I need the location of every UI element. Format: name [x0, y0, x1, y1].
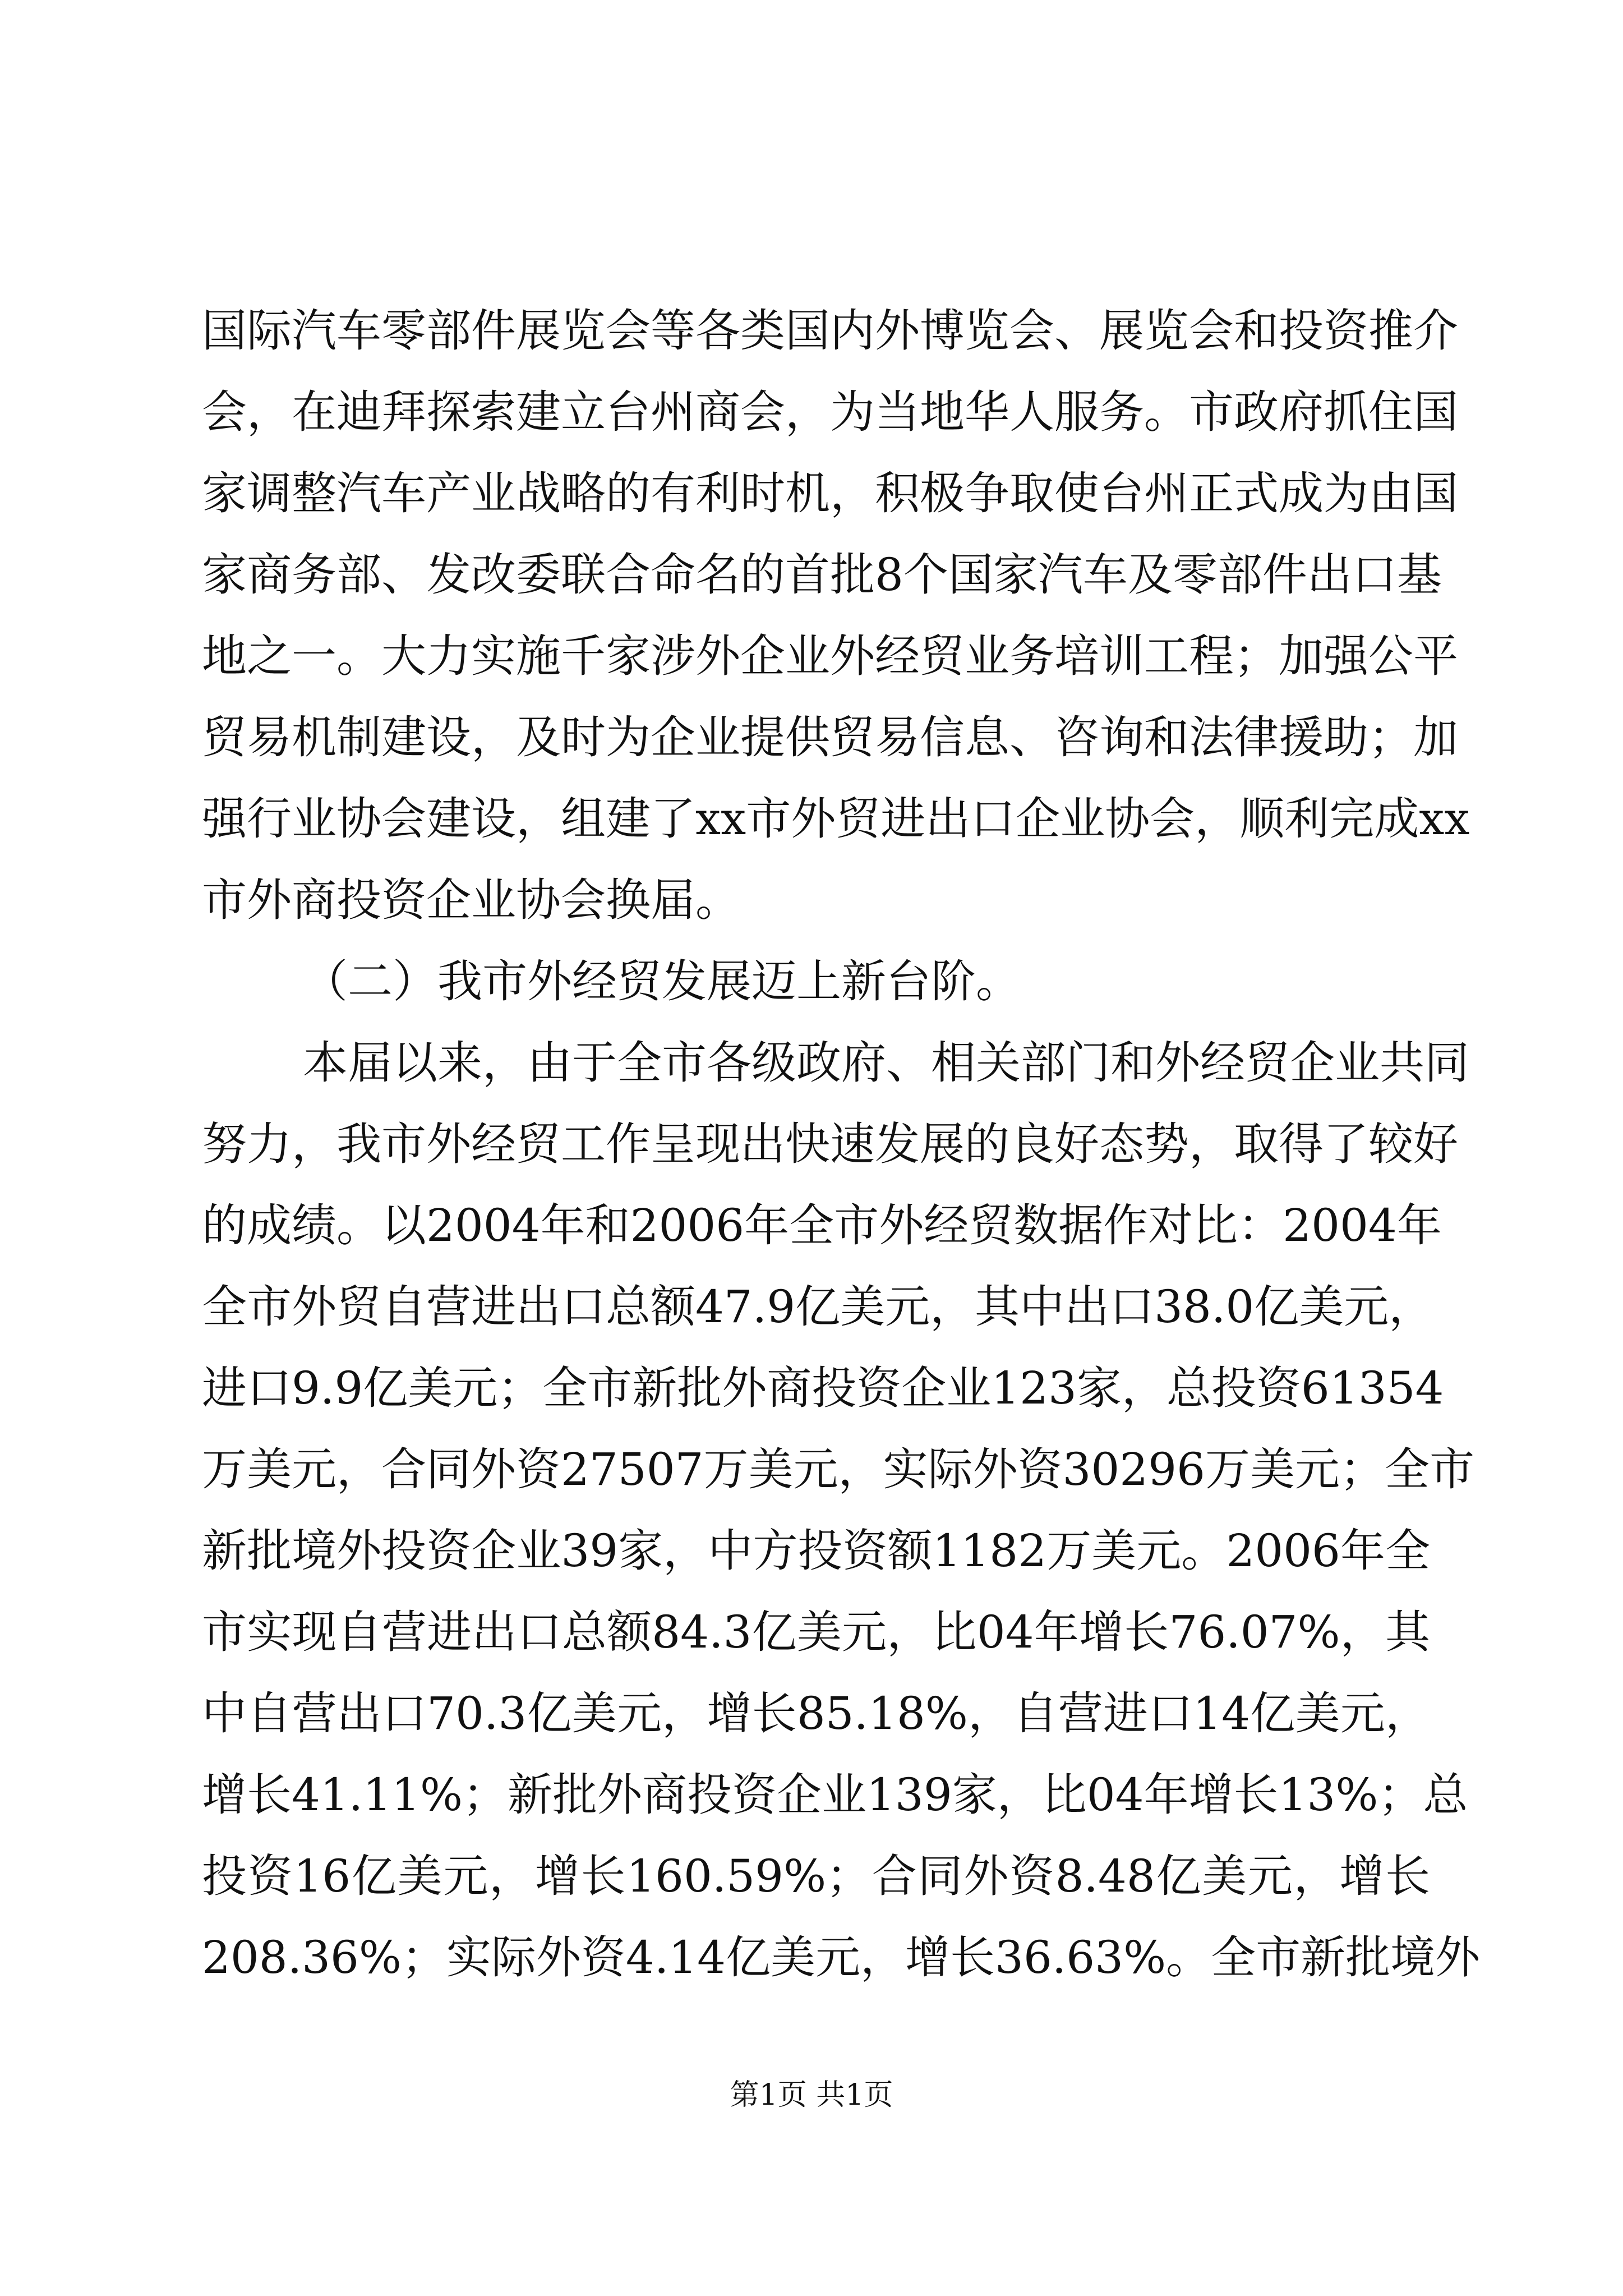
paragraph-line: 家商务部、发改委联合命名的首批8个国家汽车及零部件出口基	[202, 549, 1442, 601]
paragraph-line: 市实现自营进出口总额84.3亿美元，比04年增长76.07%，其	[202, 1606, 1430, 1658]
paragraph-line: 新批境外投资企业39家，中方投资额1182万美元。2006年全	[202, 1525, 1430, 1577]
paragraph-line: 市外商投资企业协会换届。	[202, 874, 740, 926]
section-heading: （二）我市外经贸发展迈上新台阶。	[303, 955, 1021, 1007]
paragraph-line: 贸易机制建设，及时为企业提供贸易信息、咨询和法律援助；加	[202, 711, 1458, 763]
paragraph-line: 国际汽车零部件展览会等各类国内外博览会、展览会和投资推介	[202, 305, 1458, 357]
paragraph-line: 万美元，合同外资27507万美元，实际外资30296万美元；全市	[202, 1443, 1474, 1496]
paragraph-line: 家调整汽车产业战略的有利时机，积极争取使台州正式成为由国	[202, 467, 1458, 519]
paragraph-line: 208.36%；实际外资4.14亿美元，增长36.63%。全市新批境外	[202, 1931, 1481, 1984]
paragraph-line: 强行业协会建设，组建了xx市外贸进出口企业协会，顺利完成xx	[202, 793, 1470, 845]
paragraph-line: 全市外贸自营进出口总额47.9亿美元，其中出口38.0亿美元，	[202, 1281, 1434, 1333]
paragraph-line: 增长41.11%；新批外商投资企业139家，比04年增长13%；总	[202, 1769, 1468, 1821]
paragraph-line: 中自营出口70.3亿美元，增长85.18%，自营进口14亿美元，	[202, 1687, 1430, 1740]
paragraph-line: 的成绩。以2004年和2006年全市外经贸数据作对比：2004年	[202, 1199, 1442, 1251]
paragraph-line: 本届以来，由于全市各级政府、相关部门和外经贸企业共同	[303, 1037, 1469, 1089]
page-footer: 第1页 共1页	[730, 2078, 893, 2112]
paragraph-line: 进口9.9亿美元；全市新批外商投资企业123家，总投资61354	[202, 1362, 1444, 1414]
paragraph-line: 投资16亿美元，增长160.59%；合同外资8.48亿美元，增长	[202, 1850, 1430, 1902]
paragraph-line: 地之一。大力实施千家涉外企业外经贸业务培训工程；加强公平	[202, 630, 1458, 682]
paragraph-line: 会，在迪拜探索建立台州商会，为当地华人服务。市政府抓住国	[202, 386, 1458, 438]
paragraph-line: 努力，我市外经贸工作呈现出快速发展的良好态势，取得了较好	[202, 1118, 1458, 1170]
